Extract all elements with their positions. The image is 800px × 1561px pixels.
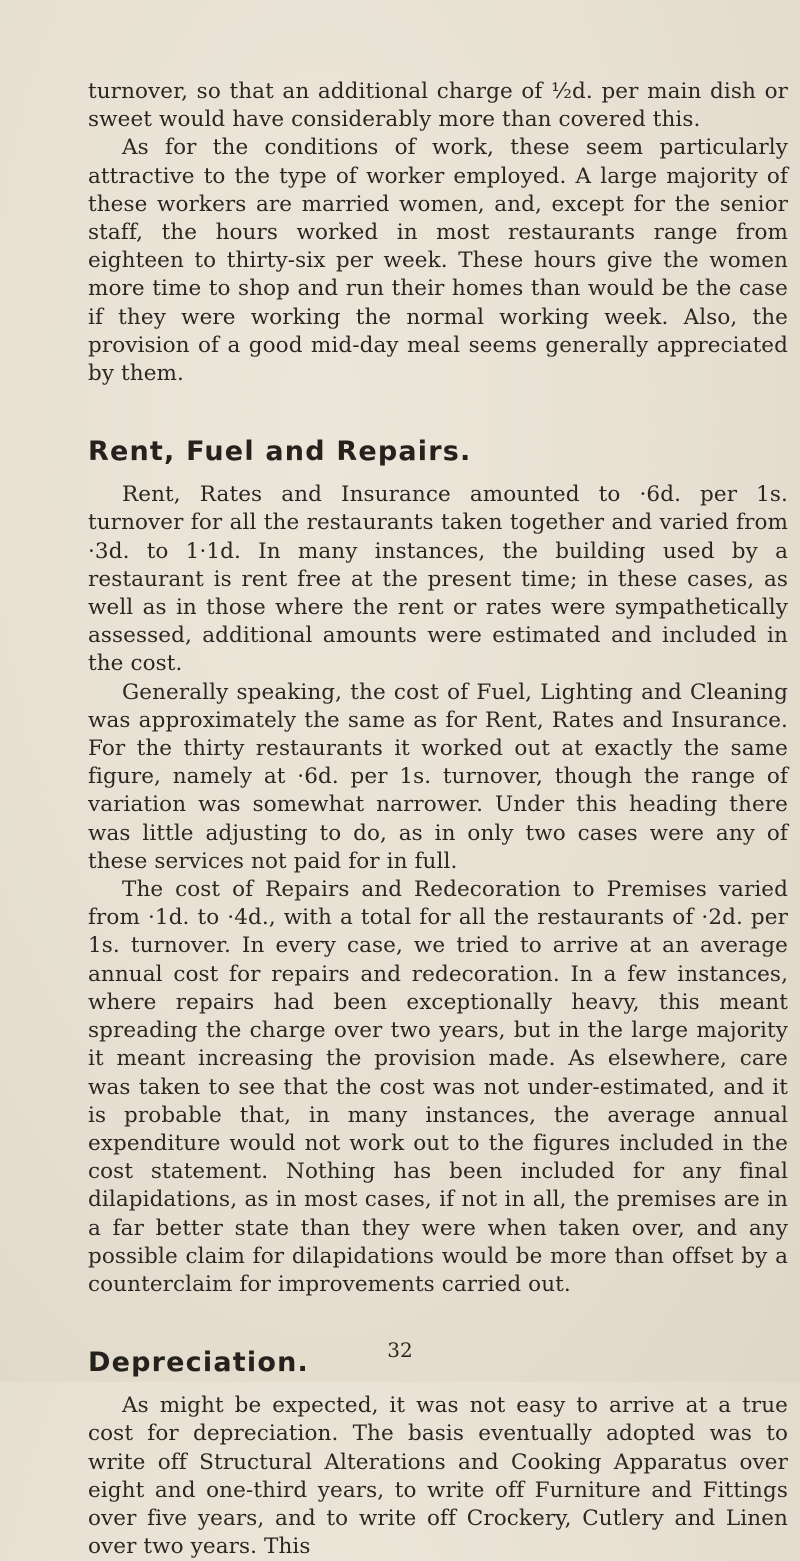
intro-paragraph-continuation: turnover, so that an additional charge of ½d. per main dish or sweet would have considerably more than covered this. [88,79,788,133]
intro-paragraph-conditions: As for the conditions of work, these seem particularly attractive to the type of worker employed. A large majority of these workers are married women, and, except for the senior staff, the hours worked in most restaurants range from eighteen to thirty-six per week. These hours give the women more time to shop and run their homes than would be the case if they were working the normal working week. Also, the provision of a good mid-day meal seems generally appreciated by them. [88,135,788,387]
section-heading-depreciation: Depreciation. [88,1347,309,1379]
section-heading-rent: Rent, Fuel and Repairs. [88,436,472,468]
depreciation-paragraph: As might be expected, it was not easy to arrive at a true cost for depreciation. The basis eventually adopted was to write off Structural Alterations and Cooking Apparatus over eight and one-third years, to write off Furniture and Fittings over five years, and to write off Crockery, Cutlery and Linen over two years. This [88,1393,788,1560]
rent-paragraph-repairs: The cost of Repairs and Redecoration to Premises varied from ·1d. to ·4d., with a total for all the restaurants of ·2d. per 1s. turnover. In every case, we tried to arrive at an average annual cost for repairs and redecoration. In a few instances, where repairs had been exceptionally heavy, this meant spreading the charge over two years, but in the large majority it meant increasing the provision made. As elsewhere, care was taken to see that the cost was not under-estimated, and it is probable that, in many instances, the average annual expenditure would not work out to the figures included in the cost statement. Nothing has been included for any final dilapidations, as in most cases, if not in all, the premises are in a far better state than they were when taken over, and any possible claim for dilapidations would be more than offset by a counterclaim for improvements carried out. [88,877,788,1297]
page-number: 32 [387,1338,413,1362]
rent-paragraph-fuel: Generally speaking, the cost of Fuel, Lighting and Cleaning was approximately the same as for Rent, Rates and Insurance. For the thirty restaurants it worked out at exactly the same figure, namely at ·6d. per 1s. turnover, though the range of variation was somewhat narrower. Under this heading there was little adjusting to do, as in only two cases were any of these services not paid for in full. [88,679,788,874]
rent-paragraph-rates: Rent, Rates and Insurance amounted to ·6d. per 1s. turnover for all the restaurants taken together and varied from ·3d. to 1·1d. In many instances, the building used by a restaurant is rent free at the present time; in these cases, as well as in those where the rent or rates were sympathetically assessed, additional amounts were estimated and included in the cost. [88,482,788,677]
